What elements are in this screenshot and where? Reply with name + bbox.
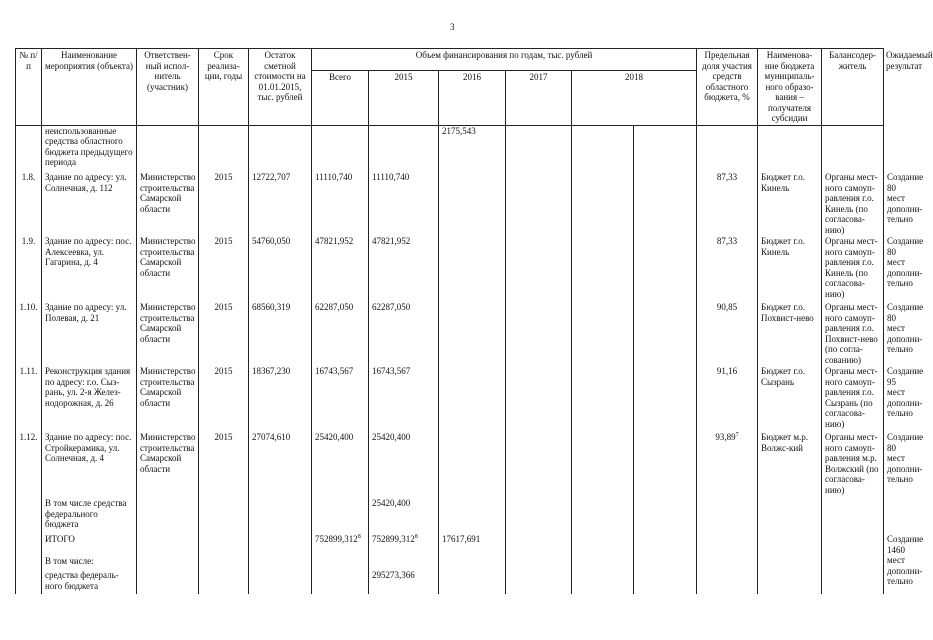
cell-holder bbox=[822, 172, 884, 236]
cell-2017 bbox=[506, 498, 572, 534]
cell-empty bbox=[249, 570, 312, 594]
cell-remaining-text: 68560,319 bbox=[252, 302, 291, 312]
cell-empty bbox=[572, 556, 634, 570]
cell-period-text: 2015 bbox=[214, 432, 233, 442]
cell-2016 bbox=[439, 302, 506, 366]
cell-responsible bbox=[137, 366, 199, 432]
cell-empty bbox=[312, 556, 369, 570]
cell-2018a bbox=[572, 172, 634, 236]
cell-budget bbox=[758, 534, 822, 556]
cell-2017 bbox=[506, 236, 572, 302]
cell-2017 bbox=[506, 302, 572, 366]
cell-2018b bbox=[634, 125, 697, 172]
cell-2015-text: 16743,567 bbox=[372, 366, 411, 376]
table-row bbox=[16, 236, 884, 302]
cell-2017 bbox=[506, 125, 572, 172]
cell-2018b bbox=[634, 302, 697, 366]
cell-empty bbox=[572, 570, 634, 594]
cell-total bbox=[312, 432, 369, 498]
cell-budget bbox=[758, 498, 822, 534]
cell-result-text: Создание 80 мест дополни-тельно bbox=[887, 302, 924, 354]
cell-holder bbox=[822, 432, 884, 498]
cell-num-text: 1.11. bbox=[19, 366, 38, 376]
cell-share bbox=[697, 172, 758, 236]
cell-responsible bbox=[137, 302, 199, 366]
cell-period-text: 2015 bbox=[214, 236, 233, 246]
cell-period bbox=[199, 498, 249, 534]
col-2017: 2017 bbox=[506, 70, 572, 125]
cell-num bbox=[16, 172, 42, 236]
cell-num bbox=[16, 432, 42, 498]
cell-name-text: Здание по адресу: ул. Полевая, д. 21 bbox=[45, 302, 127, 323]
cell-holder bbox=[822, 125, 884, 172]
cell-remaining-text: 54760,050 bbox=[252, 236, 291, 246]
cell-empty bbox=[758, 556, 822, 570]
cell-responsible-text: Министерство строительства Самарской области bbox=[140, 236, 196, 278]
cell-share bbox=[697, 236, 758, 302]
col-period: Срок реализа-ции, годы bbox=[199, 49, 249, 126]
cell-empty bbox=[439, 570, 506, 594]
cell-period-text: 2015 bbox=[214, 366, 233, 376]
cell-empty bbox=[506, 556, 572, 570]
cell-budget-text: Бюджет г.о. Похвист-нево bbox=[761, 302, 814, 323]
cell-2018b bbox=[634, 366, 697, 432]
cell-name bbox=[42, 125, 137, 172]
cell-num-text: 1.12. bbox=[19, 432, 38, 442]
including-label bbox=[42, 556, 137, 570]
cell-empty bbox=[634, 556, 697, 570]
cell-budget bbox=[758, 125, 822, 172]
cell-2016 bbox=[439, 366, 506, 432]
cell-2018b bbox=[634, 498, 697, 534]
cell-2015 bbox=[369, 172, 439, 236]
table-row bbox=[16, 172, 884, 236]
totals-row bbox=[16, 534, 884, 556]
cell-empty bbox=[369, 556, 439, 570]
cell-empty bbox=[199, 556, 249, 570]
cell-result-text: Создание 95 мест дополни-тельно bbox=[887, 366, 924, 418]
cell-holder bbox=[822, 498, 884, 534]
cell-share bbox=[697, 302, 758, 366]
cell-num bbox=[16, 556, 42, 570]
cell-total bbox=[312, 125, 369, 172]
cell-empty bbox=[137, 570, 199, 594]
cell-period bbox=[199, 302, 249, 366]
cell-budget bbox=[758, 302, 822, 366]
cell-2015-text: 62287,050 bbox=[372, 302, 411, 312]
cell-2016 bbox=[439, 236, 506, 302]
cell-budget-text: Бюджет м.р. Волжс-кий bbox=[761, 432, 809, 453]
col-2016: 2016 bbox=[439, 70, 506, 125]
col-share: Предельная доля участия средств областного бюджета, % bbox=[697, 49, 758, 126]
cell-holder bbox=[822, 236, 884, 302]
cell-result-text: Создание 80 мест дополни-тельно bbox=[887, 172, 924, 224]
cell-num-text: 1.9. bbox=[21, 236, 36, 246]
cell-empty bbox=[822, 570, 884, 594]
cell-2016-text: 2175,543 bbox=[442, 125, 476, 136]
table-row bbox=[16, 302, 884, 366]
cell-remaining bbox=[249, 432, 312, 498]
totals-total bbox=[312, 534, 369, 556]
cell-responsible bbox=[137, 172, 199, 236]
cell-responsible-text: Министерство строительства Самарской области bbox=[140, 172, 196, 214]
totals-2015-text: 752899,312 bbox=[372, 534, 415, 544]
totals-result-text: Создание 1460 мест дополни-тельно bbox=[887, 534, 924, 586]
col-remaining: Остаток сметной стоимости на 01.01.2015, тыс. рублей bbox=[249, 49, 312, 126]
totals-label bbox=[42, 534, 137, 556]
cell-2018a bbox=[572, 534, 634, 556]
federal-row bbox=[16, 570, 884, 594]
cell-name-text: В том числе средства федерального бюджета bbox=[45, 498, 127, 529]
cell-period bbox=[199, 534, 249, 556]
cell-share bbox=[697, 366, 758, 432]
cell-period-text: 2015 bbox=[214, 302, 233, 312]
cell-remaining bbox=[249, 498, 312, 534]
cell-responsible-text: Министерство строительства Самарской области bbox=[140, 432, 196, 474]
cell-name-text: Здание по адресу: пос. Алексеевка, ул. Гагарина, д. 4 bbox=[45, 236, 132, 267]
cell-2018a bbox=[572, 498, 634, 534]
cell-2015-text: 11110,740 bbox=[372, 172, 410, 182]
cell-empty bbox=[697, 556, 758, 570]
cell-2018a bbox=[572, 236, 634, 302]
cell-2018a bbox=[572, 366, 634, 432]
cell-share bbox=[697, 534, 758, 556]
cell-budget-text: Бюджет г.о. Кинель bbox=[761, 236, 805, 257]
federal-2015 bbox=[369, 570, 439, 594]
cell-budget bbox=[758, 366, 822, 432]
col-budget: Наименова-ние бюджета муниципаль-ного образо-вания – получателя субсидии bbox=[758, 49, 822, 126]
totals-2015 bbox=[369, 534, 439, 556]
cell-total bbox=[312, 302, 369, 366]
cell-remaining bbox=[249, 534, 312, 556]
cell-2016 bbox=[439, 125, 506, 172]
cell-num bbox=[16, 366, 42, 432]
cell-2018a bbox=[572, 302, 634, 366]
cell-total-text: 25420,400 bbox=[315, 432, 354, 442]
federal-2015-text: 295273,366 bbox=[372, 570, 415, 580]
cell-budget bbox=[758, 236, 822, 302]
cell-remaining-text: 12722,707 bbox=[252, 172, 291, 182]
cell-total-text: 11110,740 bbox=[315, 172, 353, 182]
col-total: Всего bbox=[312, 70, 369, 125]
cell-name bbox=[42, 172, 137, 236]
including-row bbox=[16, 556, 884, 570]
cell-responsible bbox=[137, 125, 199, 172]
cell-2018b bbox=[634, 172, 697, 236]
cell-num-text: 1.8. bbox=[21, 172, 36, 182]
federal-label bbox=[42, 570, 137, 594]
cell-name-text: неиспользованные средства областного бюджета предыдущего периода bbox=[45, 125, 133, 167]
col-num: № п/п bbox=[16, 49, 42, 126]
cell-share-text: 87,33 bbox=[716, 172, 738, 182]
cell-remaining-text: 27074,610 bbox=[252, 432, 291, 442]
cell-name bbox=[42, 432, 137, 498]
cell-period-text: 2015 bbox=[214, 172, 233, 182]
cell-remaining-text: 18367,230 bbox=[252, 366, 291, 376]
page-number: 3 bbox=[450, 22, 455, 32]
cell-empty bbox=[199, 570, 249, 594]
cell-responsible-text: Министерство строительства Самарской области bbox=[140, 366, 196, 408]
cell-2015-text: 25420,400 bbox=[372, 432, 411, 442]
cell-period bbox=[199, 125, 249, 172]
cell-period bbox=[199, 236, 249, 302]
cell-num bbox=[16, 498, 42, 534]
totals-2016 bbox=[439, 534, 506, 556]
cell-empty bbox=[439, 556, 506, 570]
cell-num bbox=[16, 125, 42, 172]
cell-holder bbox=[822, 534, 884, 556]
cell-num bbox=[16, 534, 42, 556]
cell-holder-text: Органы мест-ного самоуп-равления г.о. Кинель (по согласова-нию) bbox=[825, 236, 878, 299]
totals-2015-footnote: 8 bbox=[414, 534, 418, 540]
cell-empty bbox=[634, 570, 697, 594]
cell-responsible bbox=[137, 498, 199, 534]
cell-empty bbox=[249, 556, 312, 570]
cell-empty bbox=[312, 570, 369, 594]
cell-total-text: 62287,050 bbox=[315, 302, 354, 312]
cell-empty bbox=[506, 570, 572, 594]
financing-table bbox=[15, 48, 933, 594]
cell-remaining bbox=[249, 172, 312, 236]
cell-name bbox=[42, 302, 137, 366]
cell-2015 bbox=[369, 498, 439, 534]
cell-2015 bbox=[369, 432, 439, 498]
totals-label-text: ИТОГО bbox=[45, 534, 75, 544]
cell-remaining bbox=[249, 302, 312, 366]
cell-holder-text: Органы мест-ного самоуп-равления м.р. Волжский (по согласова-нию) bbox=[825, 432, 879, 495]
cell-remaining bbox=[249, 236, 312, 302]
cell-2016 bbox=[439, 432, 506, 498]
table-row bbox=[16, 366, 884, 432]
cell-2015 bbox=[369, 302, 439, 366]
cell-share-text: 90,85 bbox=[716, 302, 738, 312]
cell-2018a bbox=[572, 432, 634, 498]
cell-name bbox=[42, 366, 137, 432]
table-row bbox=[16, 498, 884, 534]
cell-name bbox=[42, 498, 137, 534]
cell-total bbox=[312, 236, 369, 302]
cell-responsible bbox=[137, 236, 199, 302]
cell-period bbox=[199, 366, 249, 432]
cell-holder bbox=[822, 302, 884, 366]
cell-share-text: 87,33 bbox=[716, 236, 738, 246]
col-holder: Балансодер-житель bbox=[822, 49, 884, 126]
cell-2015 bbox=[369, 236, 439, 302]
cell-empty bbox=[697, 570, 758, 594]
cell-2016 bbox=[439, 172, 506, 236]
cell-2017 bbox=[506, 534, 572, 556]
cell-2017 bbox=[506, 432, 572, 498]
cell-name bbox=[42, 236, 137, 302]
cell-2015-text: 25420,400 bbox=[372, 498, 411, 508]
cell-holder-text: Органы мест-ного самоуп-равления г.о. Кинель (по согласова-нию) bbox=[825, 172, 878, 235]
table-body bbox=[16, 125, 924, 594]
cell-empty bbox=[758, 570, 822, 594]
cell-remaining bbox=[249, 125, 312, 172]
cell-total bbox=[312, 172, 369, 236]
cell-period bbox=[199, 172, 249, 236]
cell-holder bbox=[822, 366, 884, 432]
cell-result-text: Создание 80 мест дополни-тельно bbox=[887, 432, 924, 484]
totals-2016-text: 17617,691 bbox=[442, 534, 481, 544]
cell-total bbox=[312, 498, 369, 534]
cell-2015-text: 47821,952 bbox=[372, 236, 411, 246]
cell-total-text: 16743,567 bbox=[315, 366, 354, 376]
cell-share bbox=[697, 125, 758, 172]
cell-share bbox=[697, 498, 758, 534]
cell-2017 bbox=[506, 366, 572, 432]
cell-total bbox=[312, 366, 369, 432]
cell-budget bbox=[758, 172, 822, 236]
cell-result-text: Создание 80 мест дополни-тельно bbox=[887, 236, 924, 288]
cell-empty bbox=[822, 556, 884, 570]
table-row bbox=[16, 125, 884, 172]
cell-share-text: 93,89 bbox=[715, 432, 736, 442]
cell-remaining bbox=[249, 366, 312, 432]
cell-2015 bbox=[369, 366, 439, 432]
col-funding-group: Объем финансирования по годам, тыс. рублей bbox=[312, 49, 697, 71]
cell-share bbox=[697, 432, 758, 498]
cell-2018a bbox=[572, 125, 634, 172]
including-label-text: В том числе: bbox=[45, 556, 94, 566]
cell-period bbox=[199, 432, 249, 498]
cell-name-text: Здание по адресу: пос. Стройкерамика, ул. Солнечная, д. 4 bbox=[45, 432, 132, 463]
cell-2018b bbox=[634, 236, 697, 302]
cell-2018b bbox=[634, 432, 697, 498]
totals-total-footnote: 8 bbox=[357, 534, 361, 540]
cell-budget-text: Бюджет г.о. Сызрань bbox=[761, 366, 805, 387]
col-2018: 2018 bbox=[572, 70, 697, 125]
cell-total-text: 47821,952 bbox=[315, 236, 354, 246]
col-2015: 2015 bbox=[369, 70, 439, 125]
cell-responsible-text: Министерство строительства Самарской области bbox=[140, 302, 196, 344]
cell-num bbox=[16, 236, 42, 302]
cell-responsible bbox=[137, 432, 199, 498]
cell-num bbox=[16, 302, 42, 366]
cell-holder-text: Органы мест-ного самоуп-равления г.о. Сызрань (по согласова-нию) bbox=[825, 366, 878, 429]
col-name: Наименование мероприятия (объекта) bbox=[42, 49, 137, 126]
col-responsible: Ответствен-ный испол-нитель (участник) bbox=[137, 49, 199, 126]
cell-budget-text: Бюджет г.о. Кинель bbox=[761, 172, 805, 193]
cell-responsible bbox=[137, 534, 199, 556]
table-row bbox=[16, 432, 884, 498]
cell-budget bbox=[758, 432, 822, 498]
federal-label-text: средства федераль-ного бюджета bbox=[45, 570, 119, 591]
cell-2016 bbox=[439, 498, 506, 534]
cell-num bbox=[16, 570, 42, 594]
cell-num-text: 1.10. bbox=[19, 302, 38, 312]
cell-share-text: 91,16 bbox=[716, 366, 738, 376]
cell-share-footnote: 7 bbox=[735, 432, 739, 438]
cell-holder-text: Органы мест-ного самоуп-равления г.о. Похвист-нево (по согла-сованию) bbox=[825, 302, 878, 365]
cell-name-text: Реконструкция здания по адресу: г.о. Сыз-рань, ул. 2-я Желез-нодорожная, д. 26 bbox=[45, 366, 131, 408]
cell-empty bbox=[137, 556, 199, 570]
cell-2015 bbox=[369, 125, 439, 172]
cell-2018b bbox=[634, 534, 697, 556]
cell-name-text: Здание по адресу: ул. Солнечная, д. 112 bbox=[45, 172, 127, 193]
header-row-1: № п/п Наименование мероприятия (объекта) Ответствен-ный испол-нитель (участник) Срок реализа-ции, годы Остаток сметной стоимости на 01.01.2015, тыс. рублей Объем финансирования по годам, тыс. рублей Предельная доля участия средств областного бюджета, % Наименова-ние бюджета муниципаль-ного образо-вания – получателя субсидии Балансодер-житель Ожидаемый результат bbox=[16, 49, 884, 71]
cell-2017 bbox=[506, 172, 572, 236]
totals-total-text: 752899,312 bbox=[315, 534, 358, 544]
